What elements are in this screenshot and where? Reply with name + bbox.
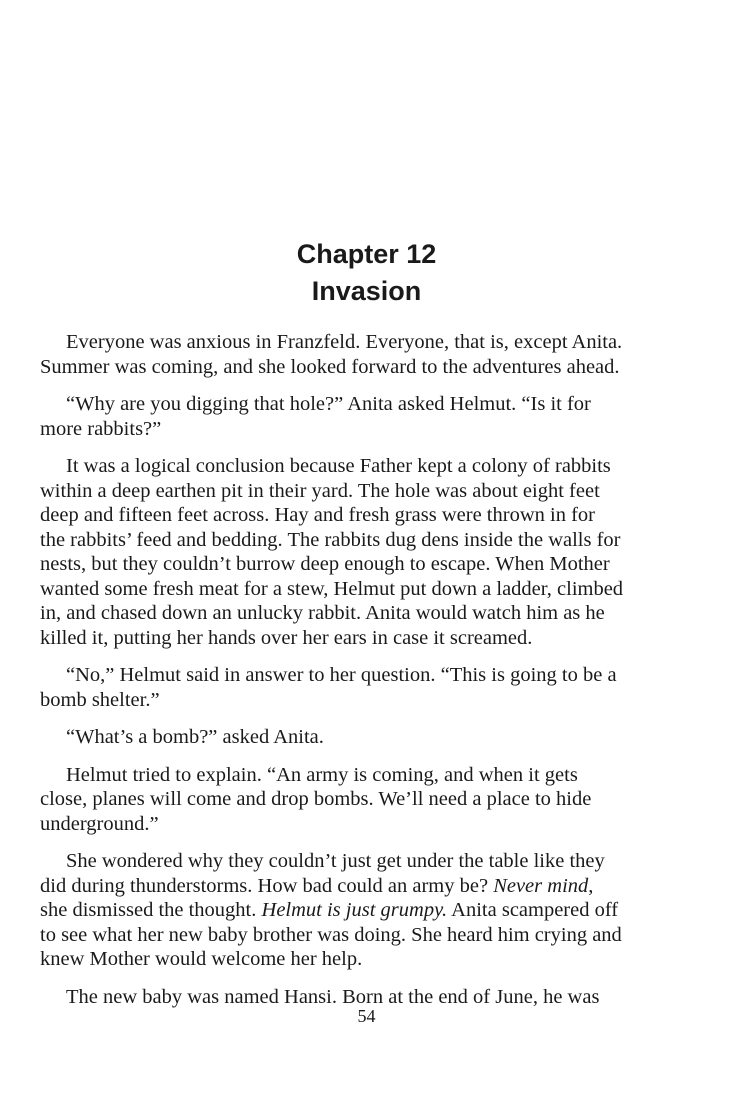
italic-text: Never mind bbox=[493, 874, 589, 897]
text-line: Helmut tried to explain. “An army is coming, and when it gets bbox=[66, 763, 578, 786]
text-line: underground.” bbox=[40, 812, 159, 835]
text-run: , bbox=[588, 874, 594, 897]
paragraph bbox=[40, 663, 668, 712]
text-line: close, planes will come and drop bombs. We’ll need a place to hide bbox=[40, 788, 592, 810]
text-run: She wondered why they couldn’t just get under the table like they bbox=[66, 850, 605, 872]
text-line bbox=[40, 923, 668, 948]
page-number: 54 bbox=[357, 1006, 376, 1026]
text-line: nests, but they couldn’t burrow deep enough to escape. When Mother bbox=[40, 553, 610, 575]
text-line: in, and chased down an unlucky rabbit. Anita would watch him as he bbox=[40, 602, 605, 624]
paragraph bbox=[40, 849, 668, 972]
text-line: Summer was coming, and she looked forward to the adventures ahead. bbox=[40, 355, 620, 378]
paragraph bbox=[40, 763, 668, 837]
body-text bbox=[40, 330, 668, 1022]
text-line: “Why are you digging that hole?” Anita asked Helmut. “Is it for bbox=[66, 393, 591, 415]
text-run: knew Mother would welcome her help. bbox=[40, 948, 363, 970]
text-line: within a deep earthen pit in their yard. The hole was about eight feet bbox=[40, 479, 600, 502]
text-run: she dismissed the thought. bbox=[40, 899, 262, 921]
text-line bbox=[40, 898, 668, 923]
text-line: deep and fifteen feet across. Hay and fresh grass were thrown in for bbox=[40, 504, 595, 526]
text-line: “What’s a bomb?” asked Anita. bbox=[66, 726, 324, 748]
text-line: killed it, putting her hands over her ears in case it screamed. bbox=[40, 626, 533, 649]
text-line: wanted some fresh meat for a stew, Helmut put down a ladder, climbed bbox=[40, 577, 624, 600]
text-line: more rabbits?” bbox=[40, 417, 162, 440]
text-run: Anita scampered off bbox=[447, 899, 619, 921]
paragraph bbox=[40, 392, 668, 441]
text-line: the rabbits’ feed and bedding. The rabbits dug dens inside the walls for bbox=[40, 528, 621, 551]
italic-text: Helmut is just grumpy. bbox=[261, 899, 448, 921]
text-line: “No,” Helmut said in answer to her question. “This is going to be a bbox=[66, 664, 617, 686]
paragraph bbox=[40, 454, 668, 650]
text-run: to see what her new baby brother was doing. She heard him crying and bbox=[40, 923, 622, 946]
text-run: did during thunderstorms. How bad could an army be? bbox=[40, 874, 494, 897]
text-line bbox=[40, 947, 668, 972]
chapter-heading bbox=[0, 236, 733, 310]
text-line bbox=[66, 849, 668, 874]
chapter-title: Invasion bbox=[311, 276, 422, 306]
paragraph bbox=[40, 330, 668, 379]
text-line bbox=[40, 874, 668, 899]
text-line: It was a logical conclusion because Father kept a colony of rabbits bbox=[66, 455, 611, 477]
text-line: Everyone was anxious in Franzfeld. Everyone, that is, except Anita. bbox=[66, 331, 623, 353]
paragraph bbox=[66, 725, 668, 750]
text-line: The new baby was named Hansi. Born at the end of June, he was bbox=[66, 985, 600, 1008]
text-line: bomb shelter.” bbox=[40, 688, 160, 711]
chapter-number: Chapter 12 bbox=[296, 239, 437, 269]
